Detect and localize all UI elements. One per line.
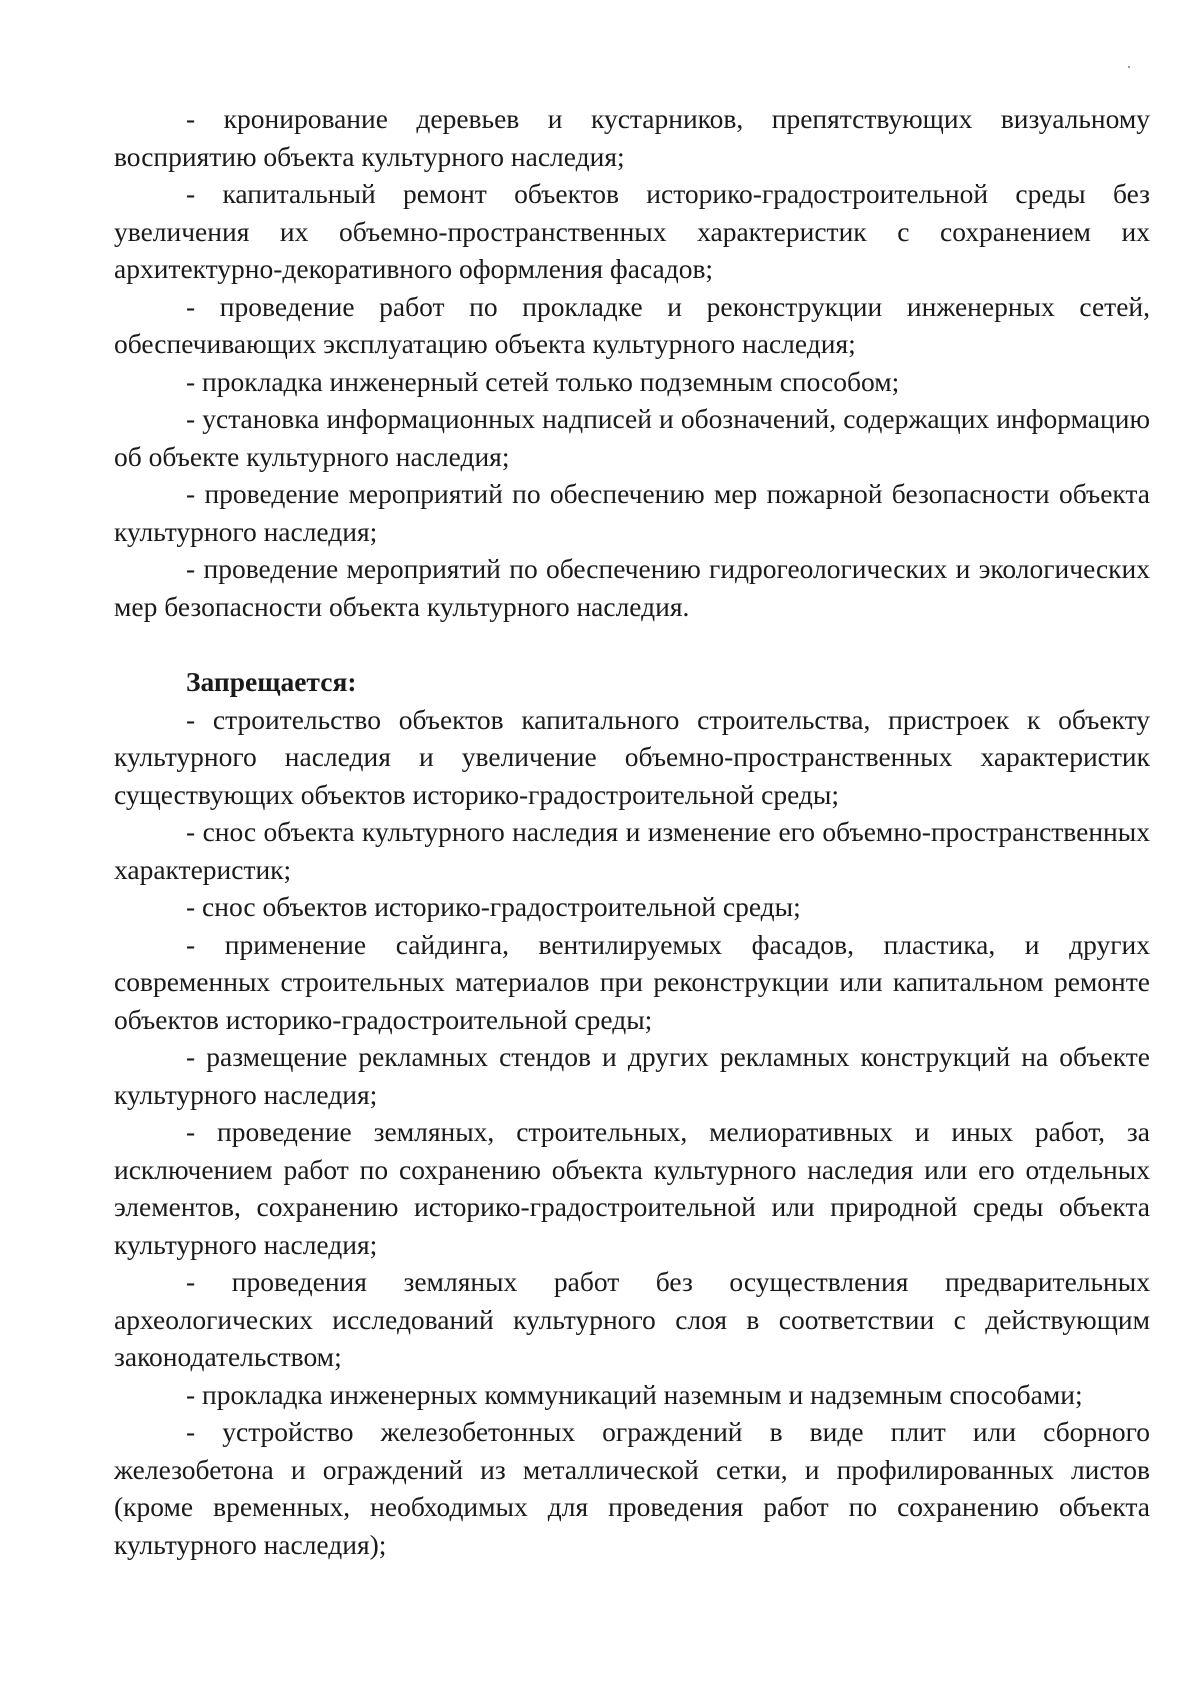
permitted-item: - капитальный ремонт объектов историко-градостроительной среды без увеличения их объемно-пространственных характеристик с сохранением их архитектурно-декоративного оформления фасадов; [114,178,1150,284]
prohibited-item: - проведение земляных, строительных, мелиоративных и иных работ, за исключением работ по сохранению объекта культурного наследия или его отдельных элементов, сохранению историко-градостроительной или природной среды объекта культурного наследия; [114,1116,1150,1260]
permitted-item: - кронирование деревьев и кустарников, препятствующих визуальному восприятию объекта культурного наследия; [114,103,1150,172]
section-spacer [114,625,1150,663]
prohibited-item: - снос объекта культурного наследия и изменение его объемно-пространственных характеристик; [114,816,1150,885]
prohibited-item: - применение сайдинга, вентилируемых фасадов, пластика, и других современных строительных материалов при реконструкции или капитальном ремонте объектов историко-градостроительной среды; [114,928,1150,1035]
prohibited-list [114,701,1150,1564]
prohibited-item: - снос объектов историко-градостроительной среды; [186,891,801,922]
prohibited-item: - размещение рекламных стендов и других рекламных конструкций на объекте культурного наследия; [114,1041,1150,1110]
prohibited-item: - прокладка инженерных коммуникаций наземным и надземным способами; [186,1378,1083,1410]
document-body [114,100,1150,1563]
permitted-item: - проведение мероприятий по обеспечению гидрогеологических и экологических мер безопасности объекта культурного наследия. [114,553,1150,622]
scan-speck [1128,66,1130,68]
permitted-item: - проведение работ по прокладке и реконструкции инженерных сетей, обеспечивающих эксплуатацию объекта культурного наследия; [114,290,1150,359]
permitted-item: - установка информационных надписей и обозначений, содержащих информацию об объекте культурного наследия; [114,403,1150,472]
permitted-item: - проведение мероприятий по обеспечению мер пожарной безопасности объекта культурного наследия; [114,478,1150,547]
permitted-list [114,100,1150,625]
prohibited-item: - проведения земляных работ без осуществления предварительных археологических исследований культурного слоя в соответствии с действующим законодательством; [114,1266,1150,1372]
permitted-item: - прокладка инженерный сетей только подземным способом; [186,365,900,397]
prohibited-item: - строительство объектов капитального строительства, пристроек к объекту культурного наследия и увеличение объемно-пространственных характеристик существующих объектов историко-градостроительной среды; [114,703,1150,810]
prohibited-heading: Запрещается: [186,666,357,697]
prohibited-item: - устройство железобетонных ограждений в виде плит или сборного железобетона и ограждений из металлической сетки, и профилированных листов (кроме временных, необходимых для проведения работ по сохранению объекта культурного наследия); [114,1416,1150,1560]
